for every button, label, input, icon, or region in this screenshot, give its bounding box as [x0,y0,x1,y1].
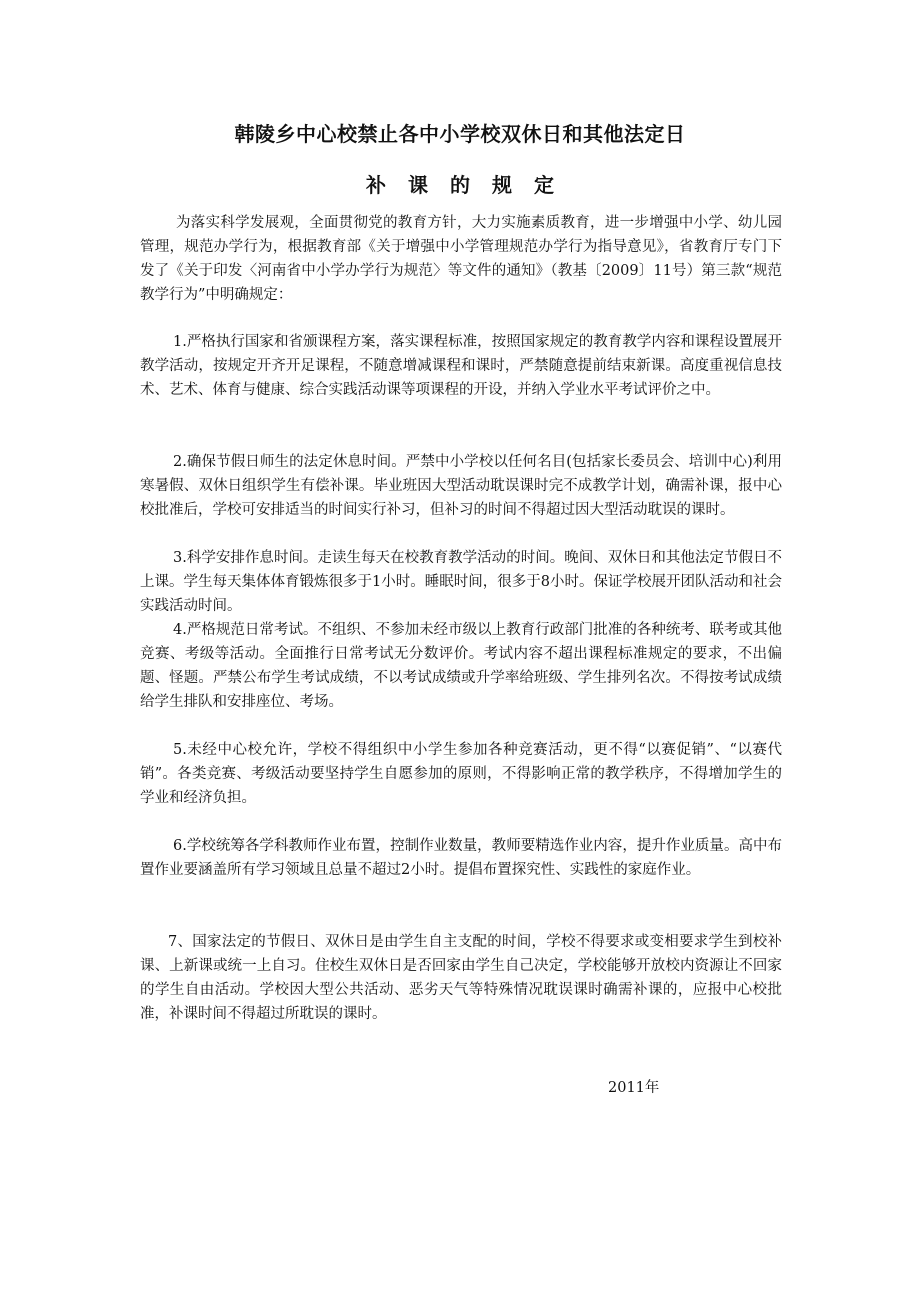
intro-paragraph: 为落实科学发展观，全面贯彻党的教育方针，大力实施素质教育，进一步增强中小学、幼儿园管理，规范办学行为，根据教育部《关于增强中小学管理规范办学行为指导意见》，省教育厅专门下发了《关于印发〈河南省中小学办学行为规范〉等文件的通知》（教基〔2009〕11号）第三款“规范教学行为”中明确规定： [140,215,782,303]
document-date: 2011年 [608,1080,660,1096]
rule-item-3: 3.科学安排作息时间。走读生每天在校教育教学活动的时间。晚间、双休日和其他法定节假日不上课。学生每天集体体育锻炼很多于1小时。睡眠时间，很多于8小时。保证学校展开团队活动和社会实践活动时间。 [140,550,782,614]
rule-item-7: 7、国家法定的节假日、双休日是由学生自主支配的时间，学校不得要求或变相要求学生到校补课、上新课或统一上自习。住校生双休日是否回家由学生自己决定，学校能够开放校内资源让不回家的学生自由活动。学校因大型公共活动、恶劣天气等特殊情况耽误课时确需补课的，应报中心校批准，补课时间不得超过所耽误的课时。 [140,934,782,1022]
rule-item-2: 2.确保节假日师生的法定休息时间。严禁中小学校以任何名目(包括家长委员会、培训中心)利用寒暑假、双休日组织学生有偿补课。毕业班因大型活动耽误课时完不成教学计划，确需补课，报中心校批准后，学校可安排适当的时间实行补习，但补习的时间不得超过因大型活动耽误的课时。 [140,454,782,518]
rule-item-4: 4.严格规范日常考试。不组织、不参加未经市级以上教育行政部门批准的各种统考、联考或其他竞赛、考级等活动。全面推行日常考试无分数评价。考试内容不超出课程标准规定的要求，不出偏题、怪题。严禁公布学生考试成绩，不以考试成绩或升学率给班级、学生排列名次。不得按考试成绩给学生排队和安排座位、考场。 [140,622,782,710]
rule-item-1: 1.严格执行国家和省颁课程方案，落实课程标准，按照国家规定的教育教学内容和课程设置展开教学活动，按规定开齐开足课程，不随意增减课程和课时，严禁随意提前结束新课。高度重视信息技术、艺术、体育与健康、综合实践活动课等项课程的开设，并纳入学业水平考试评价之中。 [140,334,782,398]
document-title: 韩陵乡中心校禁止各中小学校双休日和其他法定日 [234,122,686,146]
document-subtitle: 补课的规定 [366,173,576,197]
rule-item-5: 5.未经中心校允许，学校不得组织中小学生参加各种竞赛活动，更不得“以赛促销”、“以赛代销”。各类竞赛、考级活动要坚持学生自愿参加的原则，不得影响正常的教学秩序，不得增加学生的学业和经济负担。 [140,742,782,806]
rule-item-6: 6.学校统筹各学科教师作业布置，控制作业数量，教师要精选作业内容，提升作业质量。高中布置作业要涵盖所有学习领域且总量不超过2小时。提倡布置探究性、实践性的家庭作业。 [140,838,782,878]
